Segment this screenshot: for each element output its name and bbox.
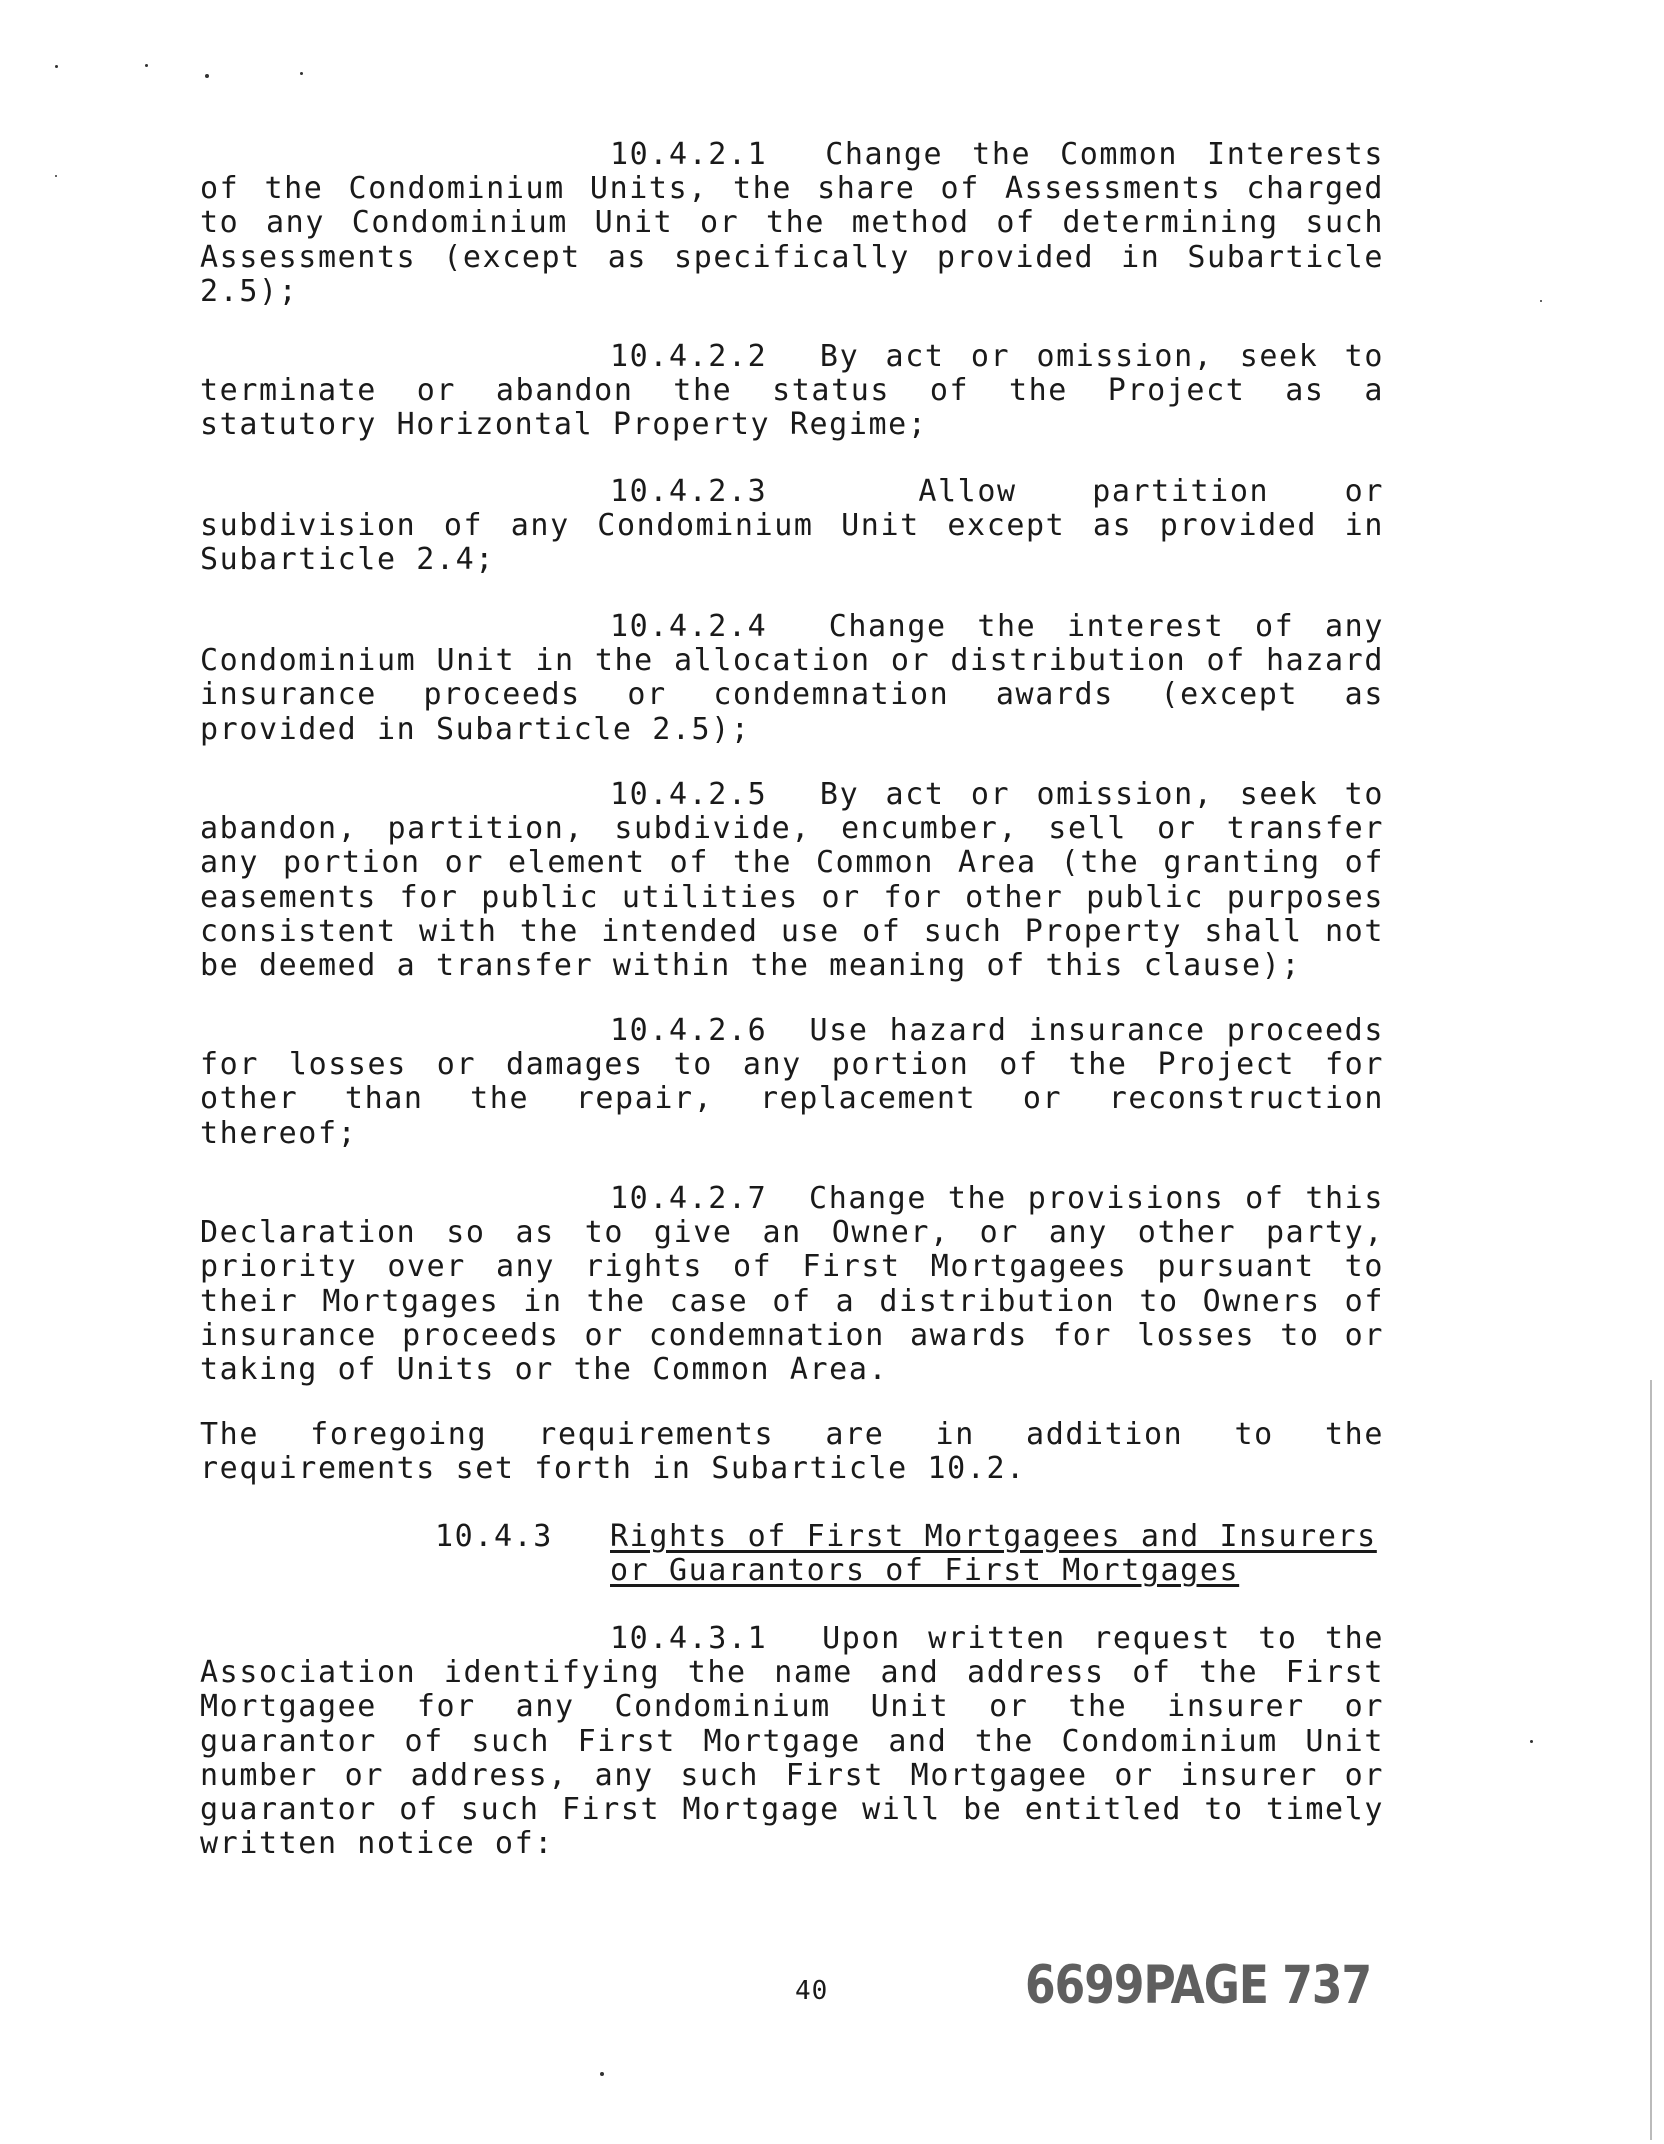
scan-speck	[1530, 1740, 1533, 1743]
section-title-line-2: or Guarantors of First Mortgages	[610, 1553, 1240, 1589]
scan-speck	[55, 175, 57, 177]
paragraph-number: 10.4.2.2	[610, 339, 768, 374]
paragraph-number: 10.4.3.1	[610, 1621, 768, 1656]
scan-speck	[600, 2072, 604, 2076]
page-number: 40	[795, 1976, 829, 2006]
paragraph-10-4-2-1	[200, 137, 1404, 309]
paragraph-10-4-2-3	[200, 474, 1404, 578]
closing-paragraph: The foregoing requirements are in addition to the requirements set forth in Subarticle 10.2.	[200, 1417, 1404, 1487]
paragraph-10-4-2-4	[200, 609, 1404, 747]
paragraph-text: Change the interest of any Condominium Unit in the allocation or distribution of hazard insurance proceeds or condemnation awards (except as provided in Subarticle 2.5);	[200, 609, 1404, 747]
paragraph-text: Upon written request to the Association identifying the name and address of the First Mortgagee for any Condominium Unit or the insurer or guarantor of such First Mortgage and the Condominium Unit number or address, any such First Mortgagee or insurer or guarantor of such First Mortgage will be entitled to timely written notice of:	[200, 1621, 1404, 1862]
section-number: 10.4.3	[435, 1519, 553, 1554]
scan-edge-line	[1650, 1380, 1652, 2140]
paragraph-number: 10.4.2.6	[610, 1013, 768, 1048]
paragraph-text: By act or omission, seek to terminate or abandon the status of the Project as a statutory Horizontal Property Regime;	[200, 339, 1404, 443]
scan-speck	[205, 74, 209, 78]
scan-speck	[300, 72, 303, 75]
paragraph-text: Allow partition or subdivision of any Condominium Unit except as provided in Subarticle 2.4;	[200, 474, 1404, 578]
scan-speck	[1540, 300, 1542, 302]
paragraph-10-4-2-6	[200, 1013, 1404, 1151]
paragraph-10-4-2-7	[200, 1181, 1404, 1388]
paragraph-10-4-2-5	[200, 777, 1404, 984]
section-title-line-1: Rights of First Mortgagees and Insurers	[610, 1519, 1377, 1554]
paragraph-number: 10.4.2.4	[610, 609, 768, 644]
paragraph-text: Use hazard insurance proceeds for losses or damages to any portion of the Project for other than the repair, replacement or reconstruction thereof;	[200, 1013, 1404, 1151]
paragraph-text: Change the provisions of this Declaration so as to give an Owner, or any other party, priority over any rights of First Mortgagees pursuant to their Mortgages in the case of a distribution to Owners of insurance proceeds or condemnation awards for losses to or taking of Units or the Common Area.	[200, 1181, 1404, 1388]
paragraph-text: By act or omission, seek to abandon, partition, subdivide, encumber, sell or transfer any portion or element of the Common Area (the granting of easements for public utilities or for other public purposes consistent with the intended use of such Property shall not be deemed a transfer within the meaning of this clause);	[200, 777, 1404, 984]
paragraph-10-4-2-2	[200, 339, 1404, 443]
section-heading-10-4-3	[435, 1520, 1377, 1588]
paragraph-number: 10.4.2.5	[610, 777, 768, 812]
paragraph-number: 10.4.2.7	[610, 1181, 768, 1216]
paragraph-number: 10.4.2.1	[610, 137, 768, 172]
paragraph-number: 10.4.2.3	[610, 474, 768, 509]
paragraph-text: Change the Common Interests of the Condominium Units, the share of Assessments charged to any Condominium Unit or the method of determining such Assessments (except as specifically provided in Subarticle 2.5);	[200, 137, 1404, 309]
scan-speck	[55, 65, 58, 68]
paragraph-10-4-3-1	[200, 1621, 1404, 1862]
section-title	[610, 1520, 1377, 1588]
scan-speck	[145, 64, 148, 67]
recording-stamp: 6699PAGE 737	[1025, 1954, 1372, 2017]
